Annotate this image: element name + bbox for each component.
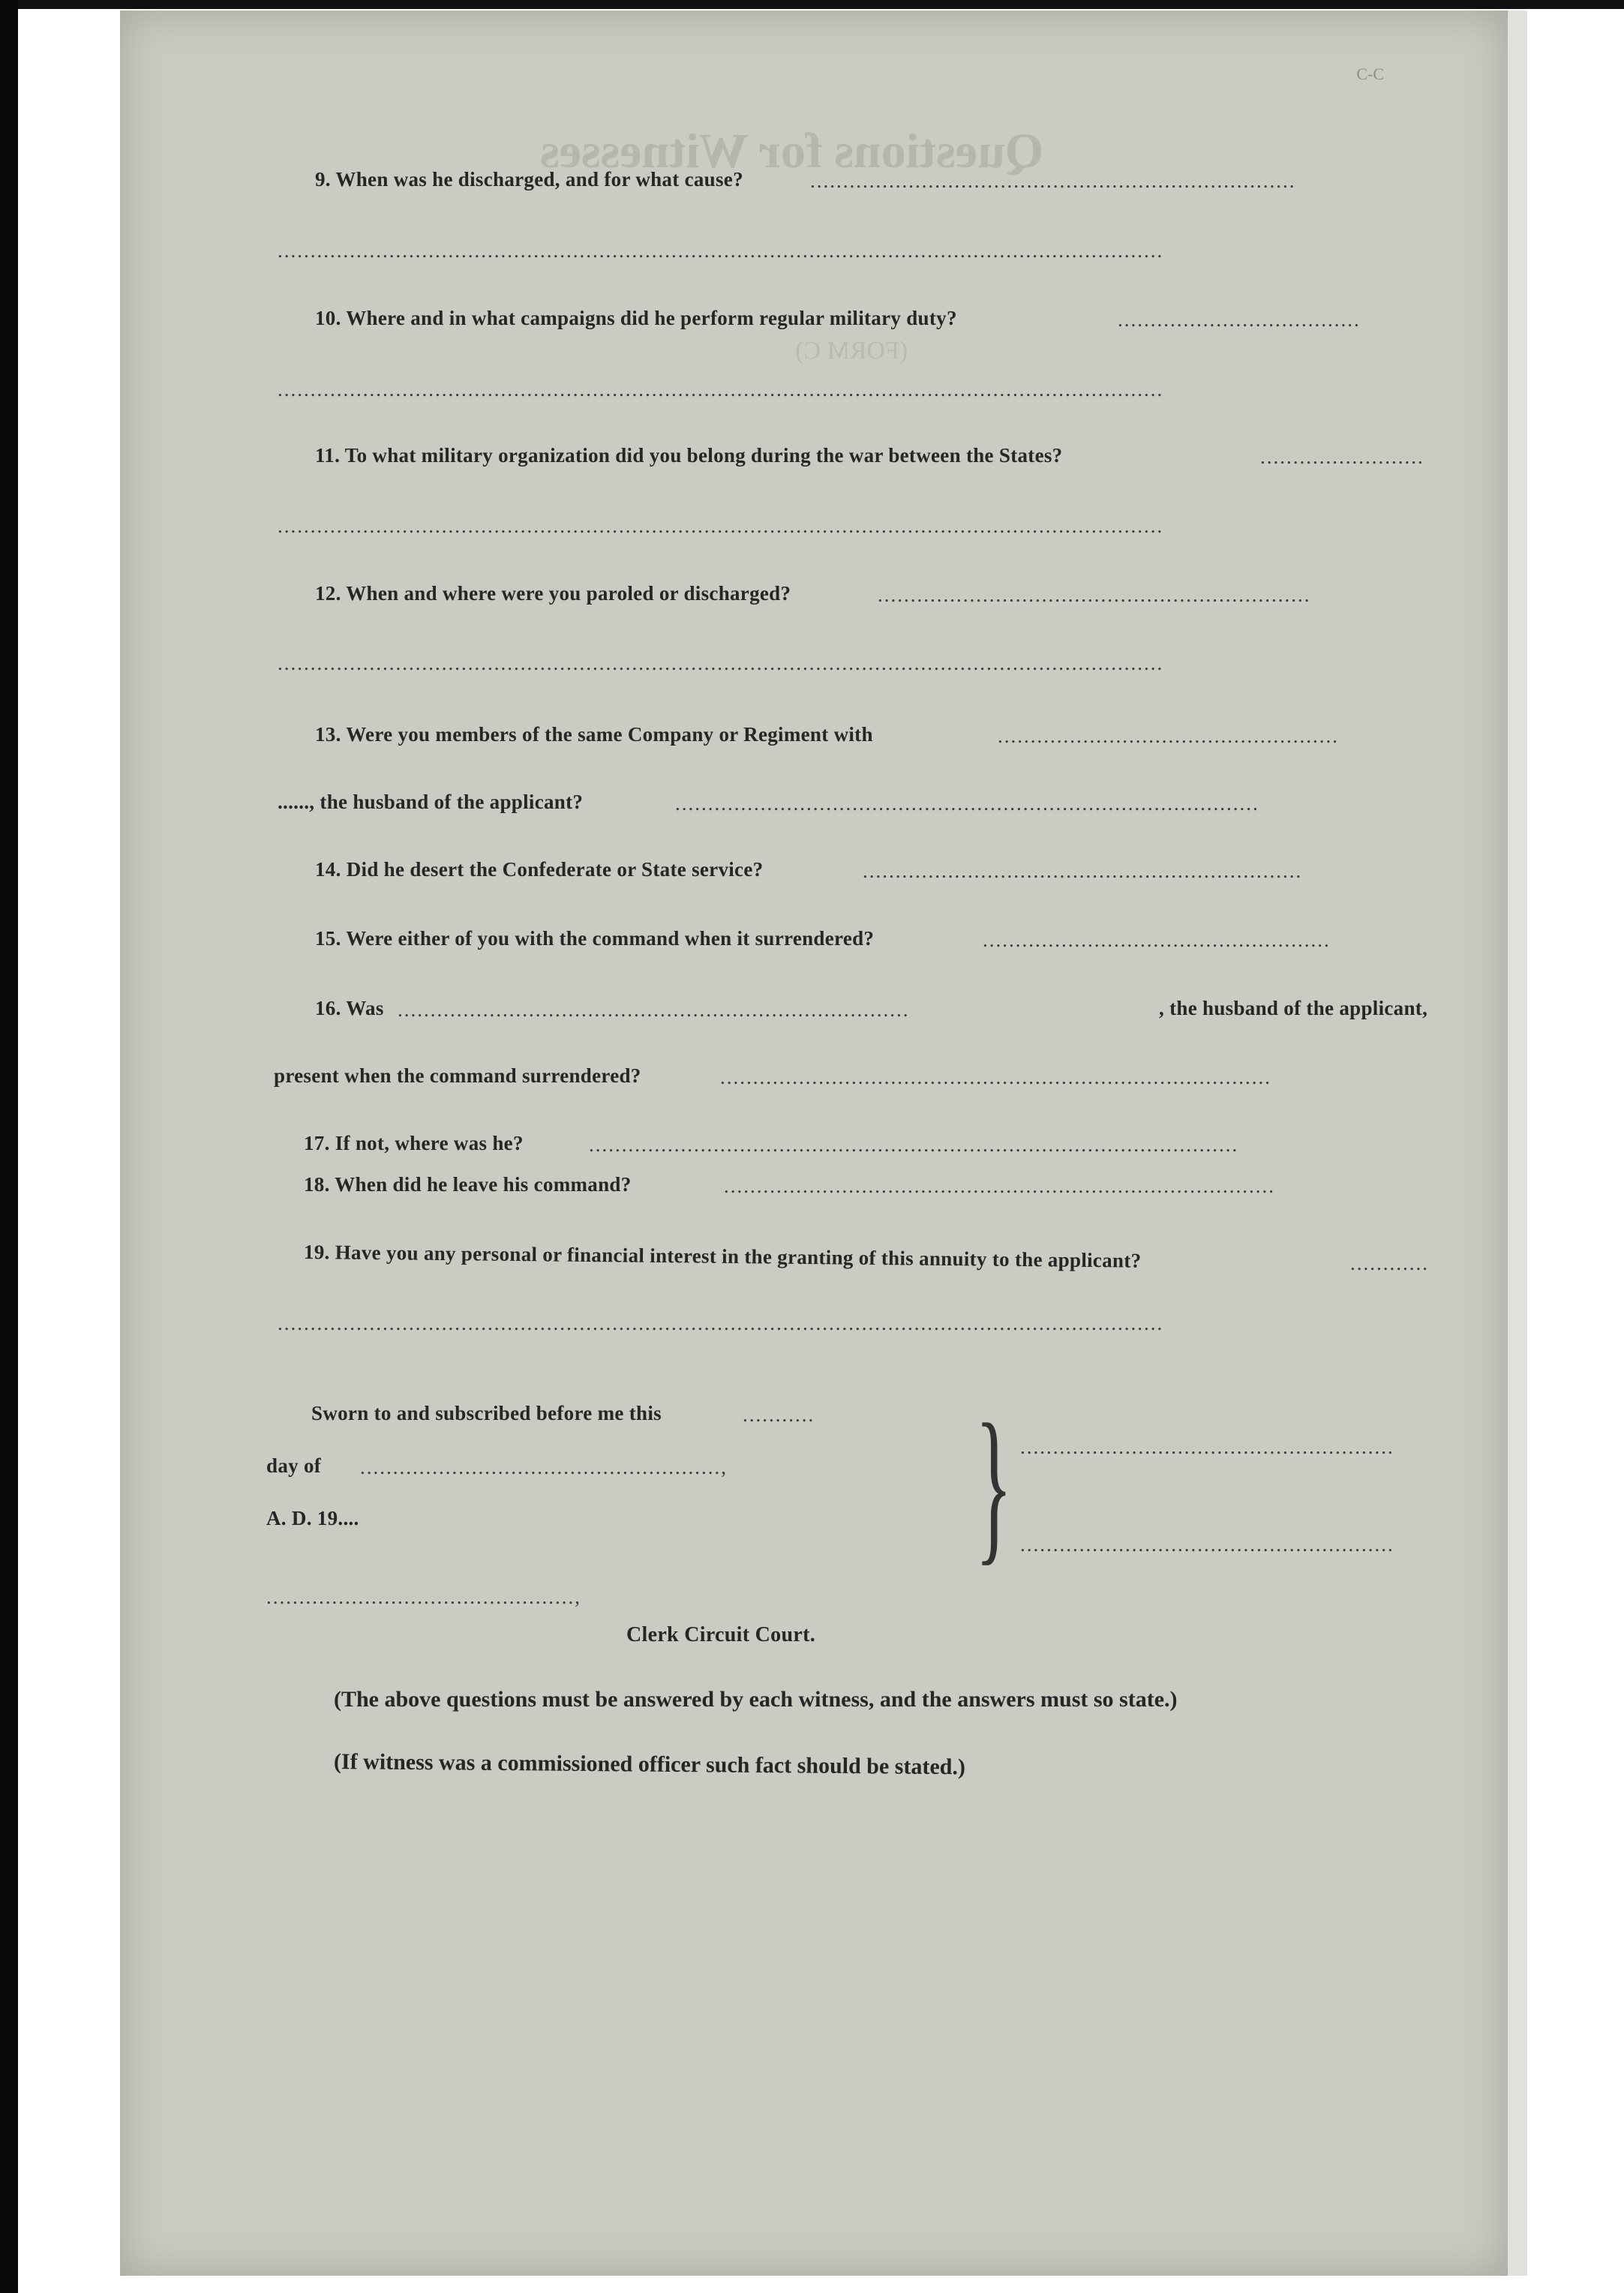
scan-top-edge: [0, 0, 1624, 9]
note-commissioned-officer: (If witness was a commissioned officer such fact should be stated.): [333, 1749, 966, 1780]
jurat-blank: ...........: [743, 1403, 815, 1426]
question-10: 10. Where and in what campaigns did he perform regular military duty?: [315, 307, 957, 329]
scan-left-edge: [0, 0, 18, 2293]
question-16: 16. Was: [315, 997, 384, 1019]
bleed-through-form: (FORM C): [795, 337, 908, 365]
document-page: [120, 11, 1508, 2276]
answer-line: .......................................................................................................................................: [278, 239, 1164, 262]
answer-line: ....................................................................................: [720, 1066, 1271, 1088]
question-16-continued: present when the command surrendered?: [274, 1064, 641, 1087]
jurat-blank: .......................................................,: [360, 1456, 728, 1478]
question-14: 14. Did he desert the Confederate or State service?: [315, 858, 764, 881]
question-17: 17. If not, where was he?: [304, 1132, 524, 1154]
clerk-signature-line: ...............................................,: [266, 1586, 581, 1608]
answer-line: ..........................................................................: [810, 170, 1296, 192]
answer-line: ...................................................................................................: [589, 1133, 1239, 1156]
page-mark: C-C: [1356, 65, 1384, 83]
answer-line: .......................................................................................................................................: [278, 378, 1164, 401]
question-11: 11. To what military organization did you belong during the war between the States?: [315, 444, 1063, 467]
answer-line: ............: [1350, 1252, 1429, 1274]
answer-line: .....................................: [1118, 308, 1361, 331]
note-answers: (The above questions must be answered by each witness, and the answers must so state.): [334, 1687, 1178, 1712]
answer-line: .......................................................................................................................................: [278, 515, 1164, 537]
brace: }: [975, 1388, 1013, 1580]
question-18: 18. When did he leave his command?: [304, 1173, 632, 1196]
jurat-line-2: day of: [266, 1454, 322, 1477]
question-13-continued: ......, the husband of the applicant?: [278, 791, 584, 813]
clerk-title: Clerk Circuit Court.: [626, 1623, 815, 1646]
question-19: 19. Have you any personal or financial interest in the granting of this annuity to the applicant?: [303, 1241, 1142, 1272]
page-edge: [1508, 11, 1527, 2276]
witness-signature-line: .........................................................: [1020, 1436, 1394, 1458]
answer-line: .........................................................................................: [675, 792, 1259, 815]
answer-line: ..................................................................: [878, 584, 1311, 606]
question-9: 9. When was he discharged, and for what cause?: [315, 168, 743, 191]
answer-line: .........................: [1260, 446, 1424, 468]
answer-line: ....................................................: [998, 725, 1339, 747]
jurat-line-1: Sworn to and subscribed before me this: [311, 1402, 662, 1424]
witness-signature-line: .........................................................: [1020, 1533, 1394, 1556]
bleed-through-title: Questions for Witnesses: [540, 124, 1044, 179]
answer-line: .......................................................................................................................................: [278, 1312, 1164, 1334]
answer-line: ..............................................................................: [398, 998, 910, 1021]
answer-line: ...................................................................: [863, 860, 1303, 882]
answer-line: ....................................................................................: [724, 1175, 1275, 1197]
question-16-suffix: , the husband of the applicant,: [1159, 997, 1428, 1019]
question-12: 12. When and where were you paroled or discharged?: [315, 582, 791, 605]
answer-line: .......................................................................................................................................: [278, 652, 1164, 674]
jurat-line-3: A. D. 19....: [266, 1507, 359, 1529]
question-13: 13. Were you members of the same Company or Regiment with: [315, 723, 873, 746]
question-15: 15. Were either of you with the command when it surrendered?: [315, 927, 875, 950]
answer-line: .....................................................: [983, 929, 1331, 951]
